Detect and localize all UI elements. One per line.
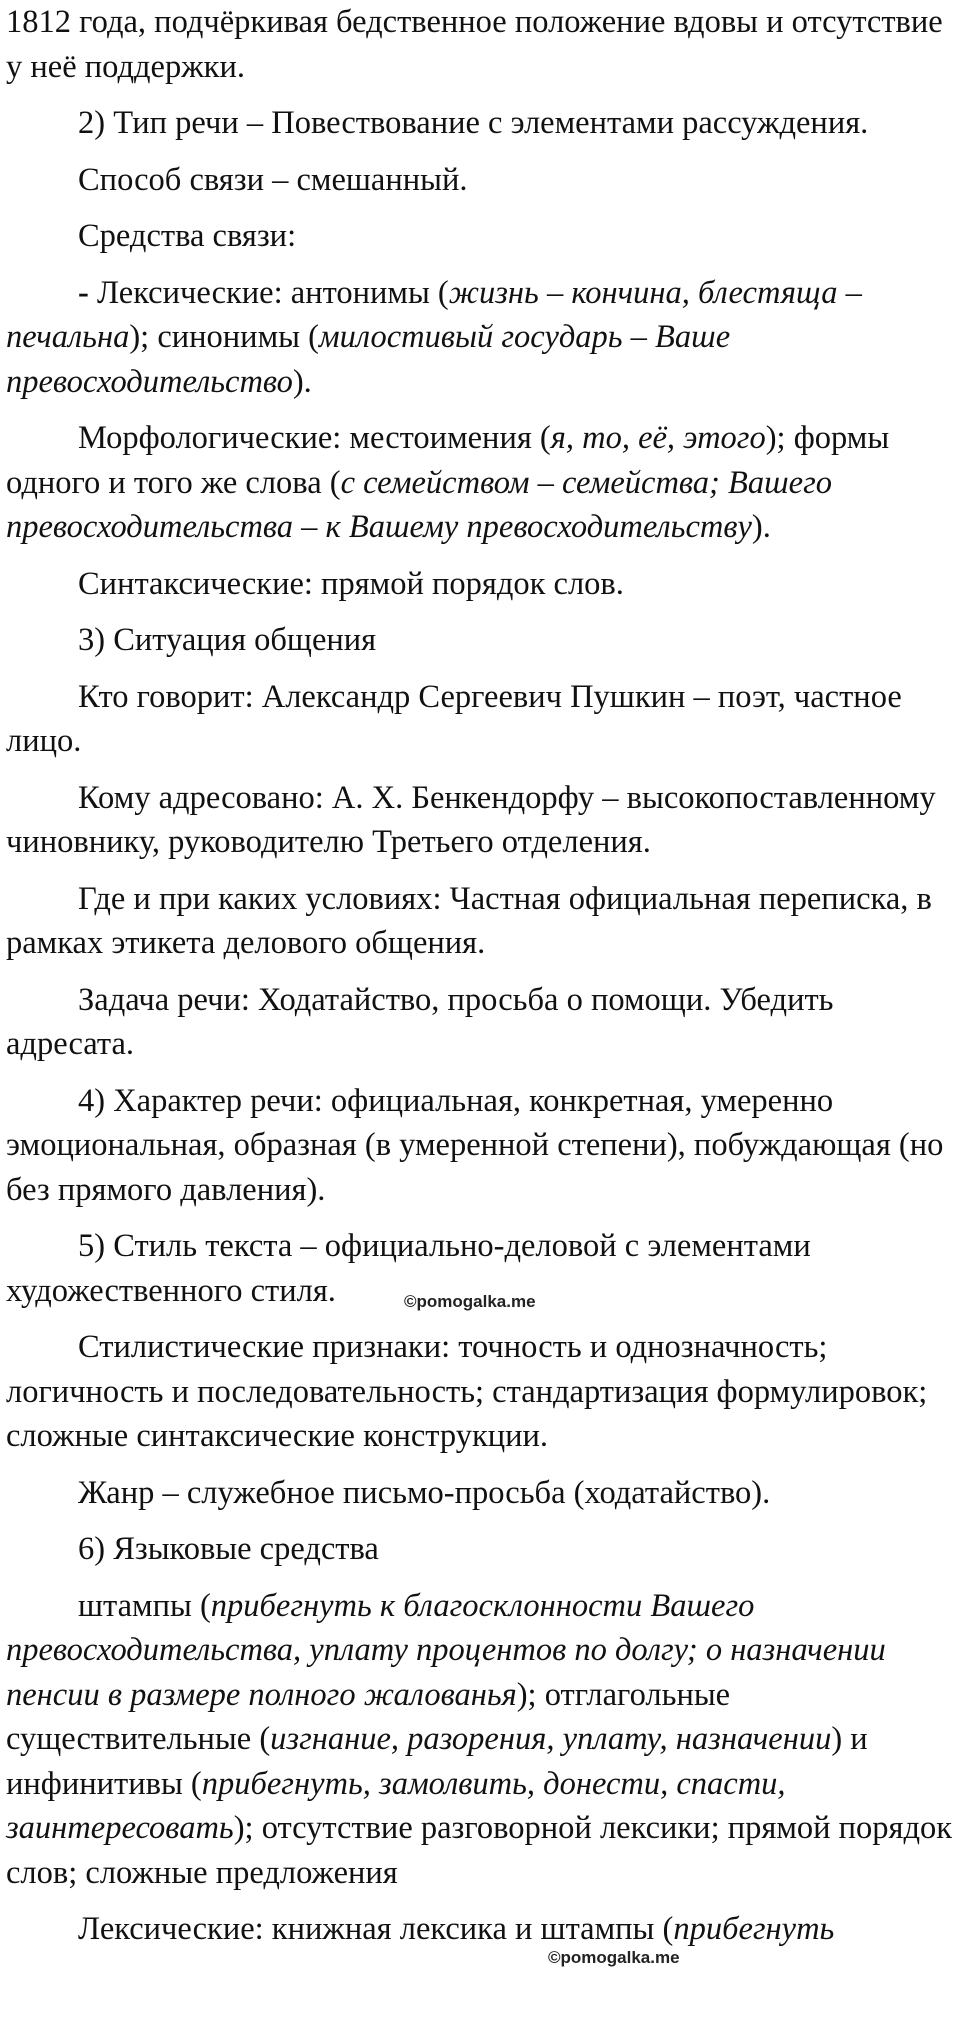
italic-example: прибегнуть, замолвить, донести, спасти, заинтересовать: [6, 1765, 786, 1846]
italic-example: я, то, её, этого: [550, 420, 766, 456]
paragraph-lexical-means: [6, 271, 954, 405]
paragraph-speech-character: 4) Характер речи: официальная, конкретная, умеренно эмоциональная, образная (в умеренной степени), побуждающая (но без прямого давления).: [6, 1082, 944, 1208]
text-run: ); синонимы (: [129, 319, 319, 355]
paragraph-communication-situation: 3) Ситуация общения: [78, 622, 377, 658]
text-run: Морфологические: местоимения (: [78, 420, 551, 456]
text-run: ); формы одного и того же слова (: [6, 420, 890, 501]
italic-example: прибегнуть к благосклонности Вашего превосходительства, уплату процентов по долгу; о назначении пенсии в размере полного жалованья: [6, 1587, 886, 1713]
paragraph-language-means: [6, 1584, 954, 1896]
text-run: ); отсутствие разговорной лексики; прямой порядок слов; сложные предложения: [6, 1810, 953, 1891]
text-run: Лексические: книжная лексика и штампы (: [78, 1911, 674, 1947]
italic-example: с семейством – семейства; Вашего превосходительства – к Вашему превосходительству: [6, 464, 832, 545]
paragraph-speech-type: 2) Тип речи – Повествование с элементами рассуждения.: [78, 105, 869, 141]
paragraph-addressee: Кому адресовано: А. Х. Бенкендорфу – высокопоставленному чиновнику, руководителю Третьего отделения.: [6, 779, 936, 860]
text-run: Лексические: антонимы (: [96, 274, 449, 311]
paragraph-connection-method: Способ связи – смешанный.: [78, 161, 468, 198]
italic-example: изгнание, разорения, уплату, назначении: [270, 1721, 832, 1757]
paragraph-lexical-bookish: [6, 1907, 954, 1952]
paragraph-language-means-heading: 6) Языковые средства: [78, 1531, 379, 1567]
italic-example: прибегнуть: [673, 1911, 835, 1947]
text-run: штампы (: [78, 1587, 211, 1624]
italic-example: жизнь – кончина, блестяща – печальна: [6, 274, 862, 355]
paragraph-who-speaks: Кто говорит: Александр Сергеевич Пушкин – поэт, частное лицо.: [6, 678, 902, 759]
text-run: ); отглагольные существительные (: [6, 1676, 731, 1757]
paragraph-text-style: 5) Стиль текста – официально-деловой с элементами художественного стиля.: [6, 1228, 811, 1309]
watermark-top: ©pomogalka.me: [404, 1292, 536, 1311]
document-page: [6, 0, 954, 1964]
paragraph-conditions: Где и при каких условиях: Частная официальная переписка, в рамках этикета делового общения.: [6, 880, 932, 961]
text-run: ).: [751, 509, 771, 545]
paragraph-stylistic-features: Стилистические признаки: точность и однозначность; логичность и последовательность; стандартизация формулировок; сложные синтаксические конструкции.: [6, 1329, 928, 1454]
paragraph-syntactic-means: Синтаксические: прямой порядок слов.: [78, 565, 624, 602]
paragraph-morphological-means: [6, 416, 954, 550]
watermark-bottom: ©pomogalka.me: [548, 1948, 680, 1967]
text-run: ).: [292, 363, 312, 400]
paragraph-speech-task: Задача речи: Ходатайство, просьба о помощи. Убедить адресата.: [6, 981, 834, 1062]
italic-example: милостивый государь – Ваше превосходительство: [6, 319, 731, 400]
paragraph-connection-means-heading: Средства связи:: [78, 218, 297, 254]
paragraph-genre: Жанр – служебное письмо-просьба (ходатайство).: [78, 1474, 771, 1511]
list-dash: -: [78, 274, 97, 311]
paragraph-continuation: 1812 года, подчёркивая бедственное положение вдовы и отсутствие у неё поддержки.: [6, 4, 943, 85]
text-run: ) и инфинитивы (: [6, 1721, 868, 1802]
